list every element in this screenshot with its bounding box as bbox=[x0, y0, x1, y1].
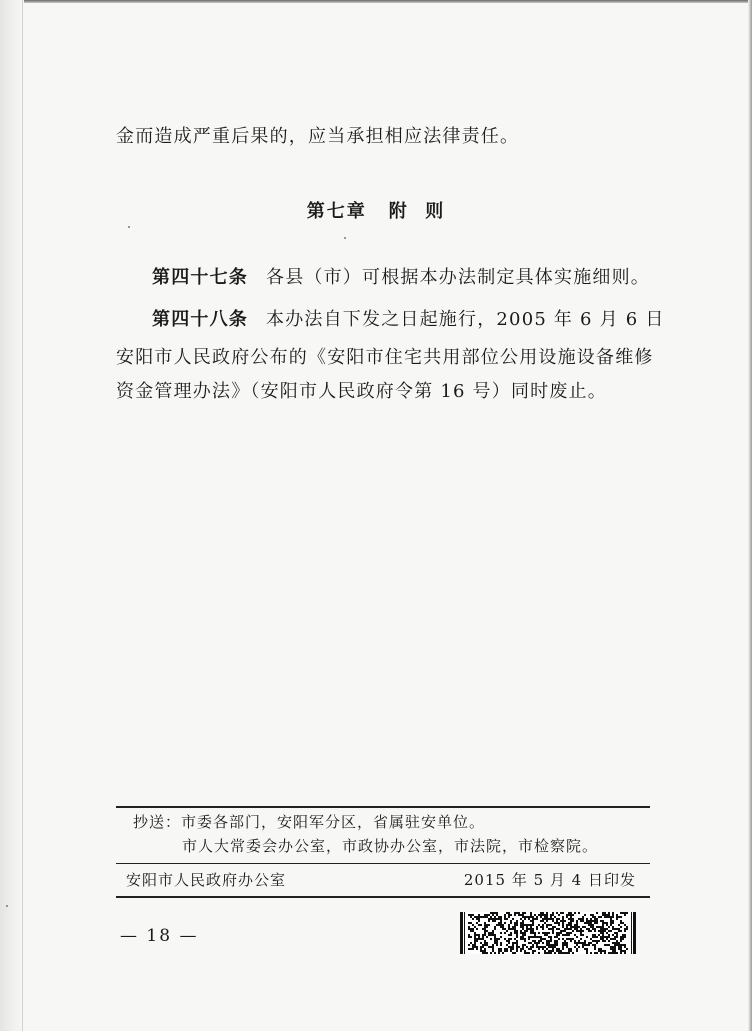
barcode-2d-icon bbox=[460, 912, 636, 954]
article-48 bbox=[116, 300, 665, 340]
footer-rule-top bbox=[116, 806, 650, 808]
page-number: — 18 — bbox=[120, 926, 199, 946]
scan-edge-left bbox=[0, 0, 24, 1031]
footer-rule-middle bbox=[116, 863, 650, 864]
scan-speck bbox=[344, 237, 346, 239]
scan-speck bbox=[128, 226, 130, 228]
article-48-text-line1: 本办法自下发之日起施行，2005 年 6 月 6 日 bbox=[266, 309, 665, 330]
continuation-paragraph: 金而造成严重后果的，应当承担相应法律责任。 bbox=[116, 126, 520, 147]
cc-line-1 bbox=[133, 810, 485, 834]
cc-label: 抄送： bbox=[133, 813, 182, 831]
issue-date: 2015 年 5 月 4 日印发 bbox=[463, 871, 636, 889]
scan-edge-top bbox=[0, 0, 752, 3]
footer-rule-bottom bbox=[116, 896, 650, 898]
article-47-text: 各县（市）可根据本办法制定具体实施细则。 bbox=[266, 267, 650, 288]
article-47 bbox=[116, 258, 660, 298]
scan-edge-right bbox=[748, 0, 752, 1031]
cc-recipients-2: 市人大常委会办公室，市政协办公室，市法院，市检察院。 bbox=[182, 837, 599, 855]
article-48-text-line2: 安阳市人民政府公布的《安阳市住宅共用部位公用设施设备维修 bbox=[116, 347, 654, 368]
chapter-number: 第七章 bbox=[306, 201, 367, 222]
article-48-label: 第四十八条 bbox=[152, 309, 248, 330]
article-47-label: 第四十七条 bbox=[152, 267, 248, 288]
issuing-office: 安阳市人民政府办公室 bbox=[126, 871, 287, 889]
scan-crease-line bbox=[22, 0, 23, 1031]
cc-recipients-1: 市委各部门，安阳军分区，省属驻安单位。 bbox=[181, 813, 486, 831]
article-48-text-line3: 资金管理办法》（安阳市人民政府令第 16 号）同时废止。 bbox=[116, 381, 607, 402]
chapter-title: 附 则 bbox=[388, 201, 446, 222]
scan-speck bbox=[6, 905, 8, 907]
chapter-heading bbox=[0, 192, 752, 232]
